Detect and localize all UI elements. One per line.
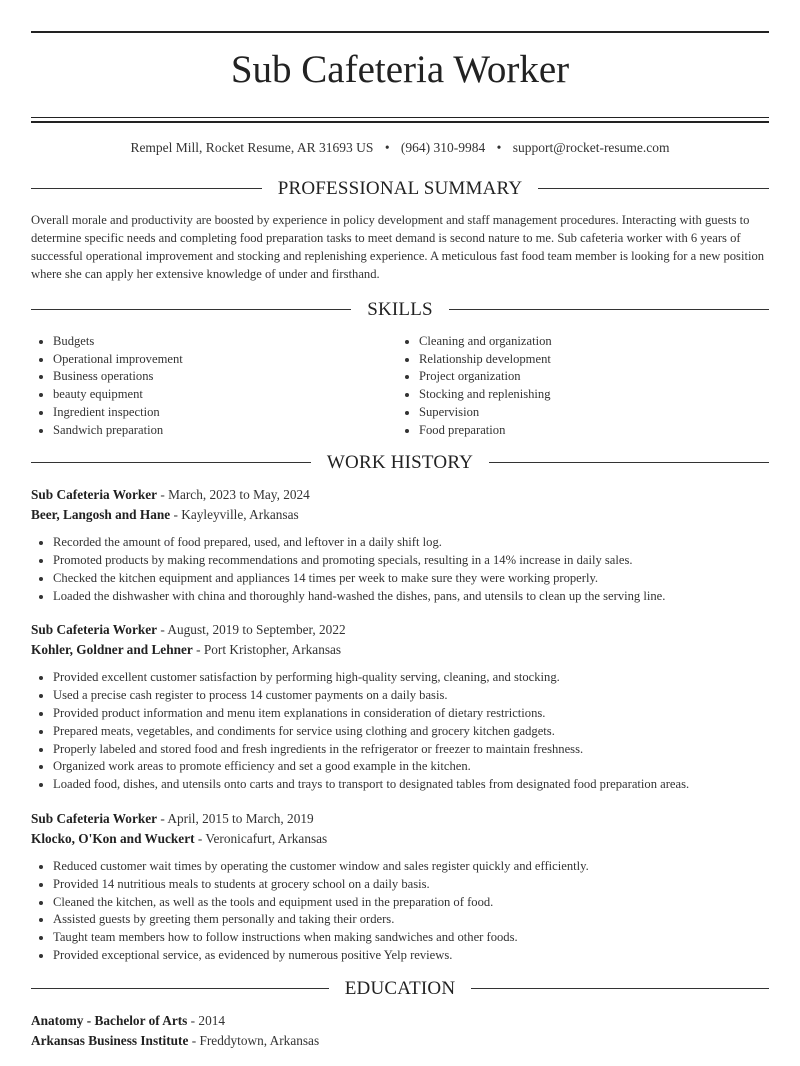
summary-text: Overall morale and productivity are boosted by experience in policy development and staff management procedures. Interacting with guests to determine specific needs and completing food preparation tasks to meet demand is second nature to me. Sub cafeteria worker with 6 years of successful operational improvement and stocking and replenishing experience. A meticulous fast food team member is looking for a new position where she can apply her extensive knowledge of under and firsthand. [31,213,765,281]
job-entry [31,620,769,794]
job-bullet: • Promoted products by making recommendations and promoting specials, resulting in a 14% increase in daily sales. [53,552,769,570]
skill-item: • Operational improvement [53,351,403,369]
job-dates: - March, 2023 to May, 2024 [157,487,310,503]
skill-item: • Project organization [419,368,769,386]
resume-page [0,31,800,1051]
job-location: - Veronicafurt, Arkansas [194,830,328,846]
skill-item: • Cleaning and organization [419,333,769,351]
bullet-separator: • [496,140,502,155]
skills-column-right [403,333,769,439]
section-heading-work-history [31,453,769,472]
section-heading-skills [31,300,769,319]
skills-column-left [31,333,403,439]
contact-phone: (964) 310-9984 [400,140,486,155]
heading-rule-left [31,188,262,189]
heading-rule-right [489,462,769,463]
skill-item: • Stocking and replenishing [419,386,769,404]
job-bullet: • Loaded the dishwasher with china and thoroughly hand-washed the dishes, pans, and utensils to clean up the serving line. [53,588,769,606]
job-bullet: • Used a precise cash register to process 14 customer payments on a daily basis. [53,687,769,705]
job-title: Sub Cafeteria Worker [31,810,158,826]
job-entry [31,809,769,965]
skill-item: • Business operations [53,368,403,386]
heading-rule-right [471,988,769,989]
section-heading-summary [31,179,769,198]
graduation-year: - 2014 [187,1012,226,1028]
job-bullet: • Recorded the amount of food prepared, used, and leftover in a daily shift log. [53,534,769,552]
heading-rule-right [538,188,769,189]
heading-rule-left [31,309,351,310]
contact-email: support@rocket-resume.com [512,140,670,155]
section-title: EDUCATION [344,977,456,999]
job-dates: - August, 2019 to September, 2022 [157,622,346,638]
header-double-divider [31,117,769,123]
job-bullet: • Provided 14 nutritious meals to students at grocery school on a daily basis. [53,876,769,894]
skill-item: • Relationship development [419,351,769,369]
degree: Anatomy - Bachelor of Arts [31,1012,188,1028]
job-bullet: • Organized work areas to promote efficiency and set a good example in the kitchen. [53,758,769,776]
company-name: Beer, Langosh and Hane [31,507,171,523]
job-bullet: • Reduced customer wait times by operating the customer window and sales register quickly and efficiently. [53,858,769,876]
job-bullet: • Taught team members how to follow instructions when making sandwiches and other foods. [53,929,769,947]
job-dates: - April, 2015 to March, 2019 [157,810,314,826]
skills-list [31,333,769,439]
heading-rule-left [31,462,311,463]
company-name: Klocko, O'Kon and Wuckert [31,830,195,846]
section-title: SKILLS [367,299,433,320]
company-name: Kohler, Goldner and Lehner [31,642,193,658]
job-bullet: • Prepared meats, vegetables, and condiments for service using clothing and grocery kitchen gadgets. [53,723,769,741]
resume-title: Sub Cafeteria Worker [230,48,570,91]
job-bullet: • Cleaned the kitchen, as well as the tools and equipment used in the preparation of food. [53,894,769,912]
top-divider [31,31,769,33]
skill-item: • Ingredient inspection [53,404,403,422]
contact-line [31,140,769,156]
school-location: - Freddytown, Arkansas [188,1032,320,1048]
job-bullets [31,534,769,605]
skill-item: • beauty equipment [53,386,403,404]
job-bullets [31,858,769,965]
contact-address: Rempel Mill, Rocket Resume, AR 31693 US [130,140,374,155]
skill-item: • Supervision [419,404,769,422]
job-bullet: • Properly labeled and stored food and fresh ingredients in the refrigerator or freezer to maintain freshness. [53,741,769,759]
job-bullet: • Provided product information and menu item explanations in consideration of dietary restrictions. [53,705,769,723]
school-name: Arkansas Business Institute [31,1032,189,1048]
job-bullet: • Assisted guests by greeting them personally and taking their orders. [53,911,769,929]
education-entry [31,1011,769,1051]
section-heading-education [31,979,769,998]
job-title: Sub Cafeteria Worker [31,487,158,503]
job-bullet: • Loaded food, dishes, and utensils onto carts and trays to transport to designated tables from designated food preparation areas. [53,776,769,794]
skill-item: • Budgets [53,333,403,351]
job-entry [31,485,769,605]
job-title: Sub Cafeteria Worker [31,622,158,638]
job-bullet: • Checked the kitchen equipment and appliances 14 times per week to make sure they were working properly. [53,570,769,588]
heading-rule-right [449,309,769,310]
skill-item: • Food preparation [419,422,769,440]
heading-rule-left [31,988,329,989]
job-location: - Kayleyville, Arkansas [170,507,299,523]
job-bullet: • Provided excellent customer satisfaction by performing high-quality serving, cleaning, and stocking. [53,669,769,687]
job-bullet: • Provided exceptional service, as evidenced by numerous positive Yelp reviews. [53,947,769,965]
section-title: PROFESSIONAL SUMMARY [277,178,523,199]
job-bullets [31,669,769,794]
bullet-separator: • [384,140,390,155]
job-location: - Port Kristopher, Arkansas [192,642,342,658]
skill-item: • Sandwich preparation [53,422,403,440]
section-title: WORK HISTORY [326,452,474,474]
